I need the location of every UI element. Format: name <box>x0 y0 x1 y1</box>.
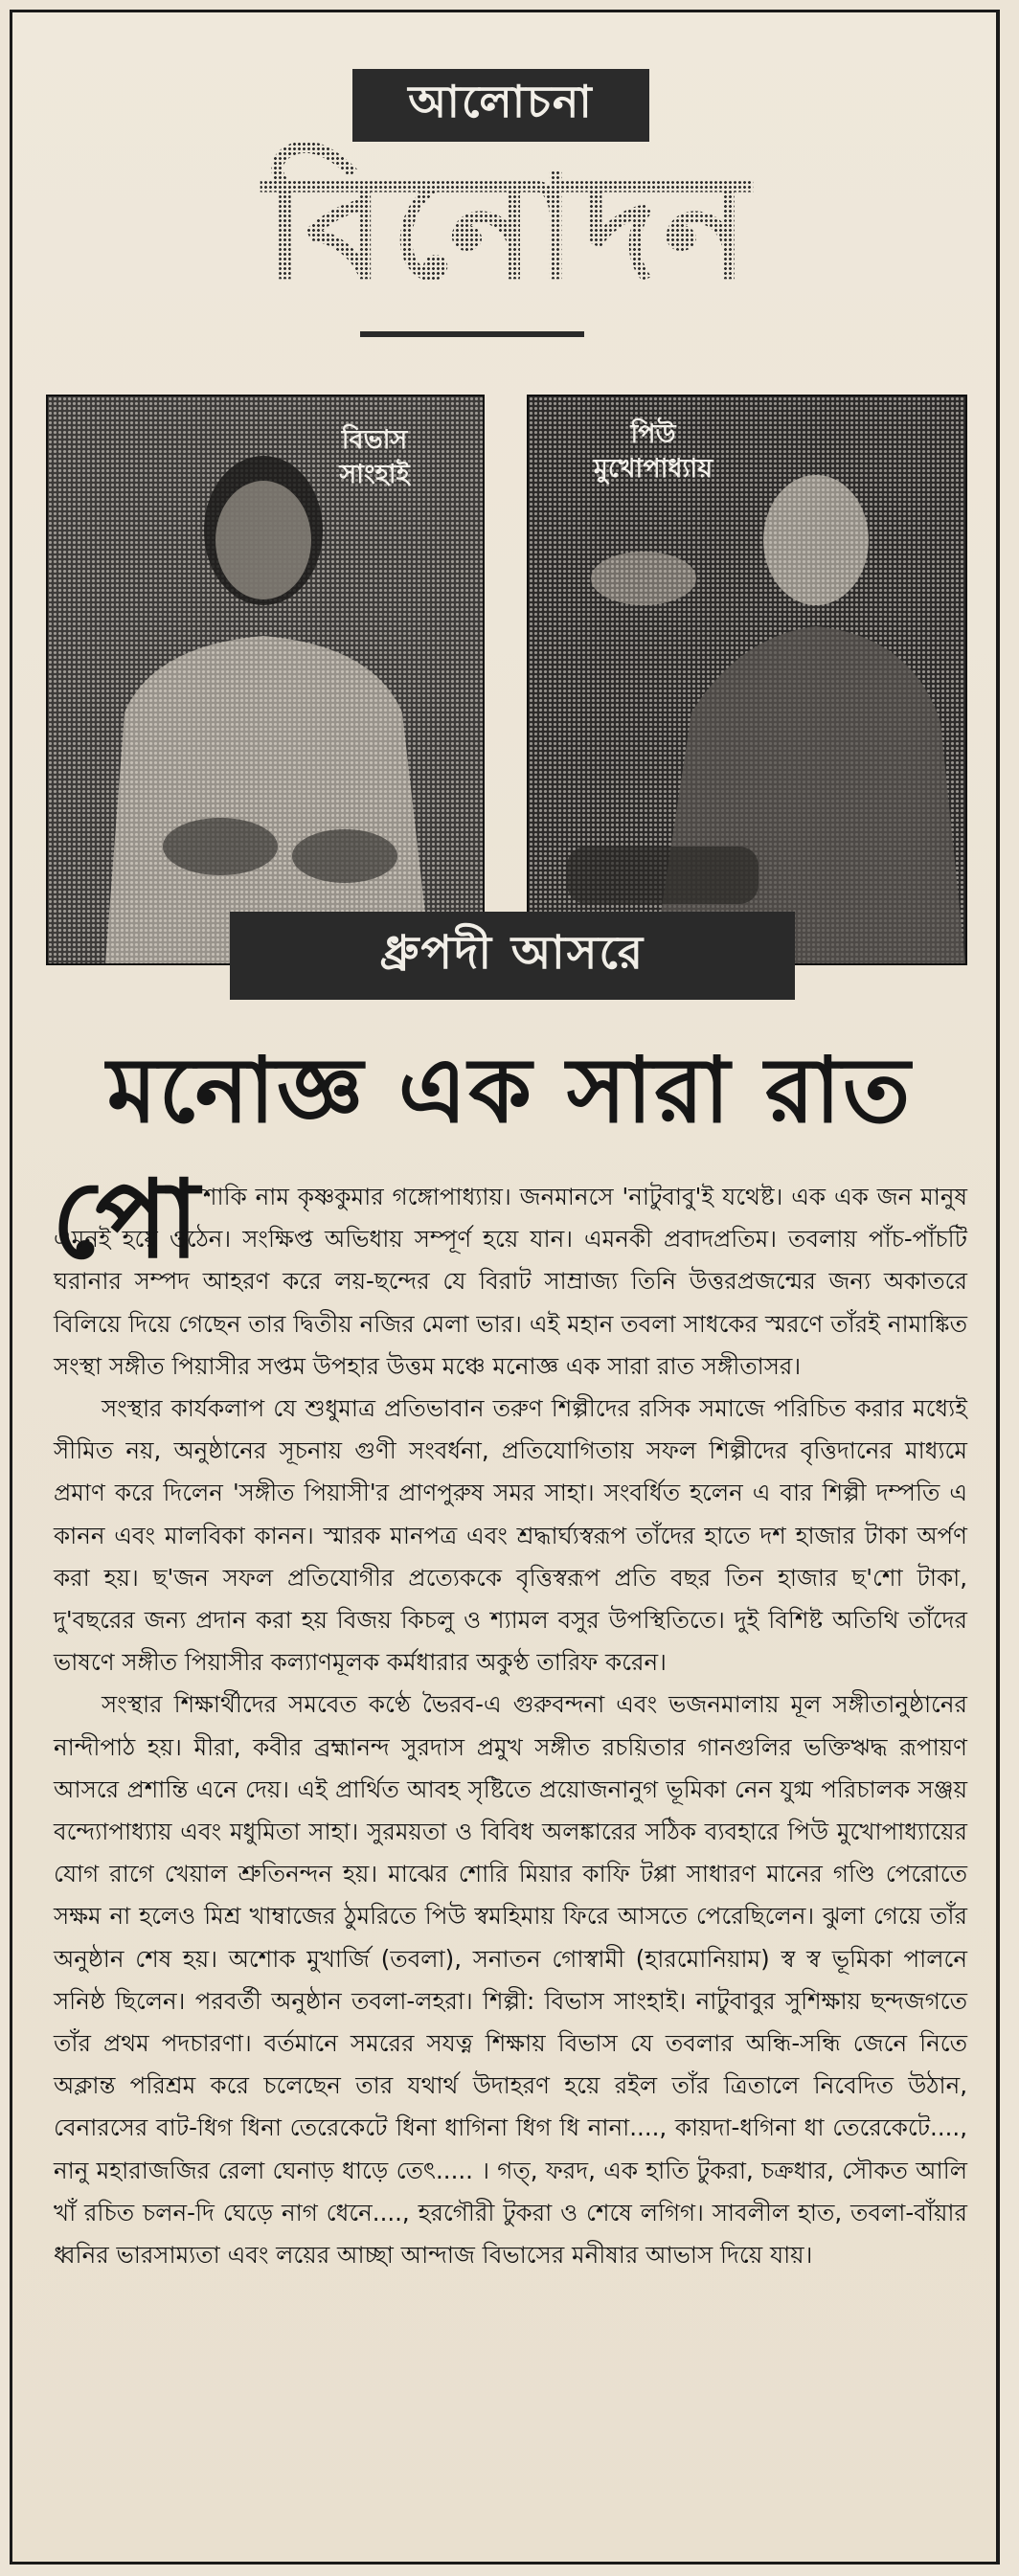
article-body <box>54 1176 967 2276</box>
caption-name-first: বিভাস <box>341 425 408 455</box>
photo-tabla-player <box>46 395 485 965</box>
photo-caption-bivas <box>293 423 456 493</box>
caption-name-last: মুখোপাধ্যায় <box>593 454 713 485</box>
caption-name-last: সাংহাই <box>339 460 410 490</box>
article-paragraph-3: সংস্থার শিক্ষার্থীদের সমবেত কণ্ঠে ভৈরব-এ গুরুবন্দনা এবং ভজনমালায় মূল সঙ্গীতানুষ্ঠানের নান্দীপাঠ হয়। মীরা, কবীর ব্রহ্মানন্দ সুরদাস প্রমুখ সঙ্গীত রচয়িতার গানগুলির ভক্তিঋদ্ধ রূপায়ণ আসরে প্রশান্তি এনে দেয়। এই প্রার্থিত আবহ সৃষ্টিতে প্রয়োজনানুগ ভূমিকা নেন যুগ্ম পরিচালক সঞ্জয় বন্দ্যোপাধ্যায় এবং মধুমিতা সাহা। সুরময়তা ও বিবিধ অলঙ্কারের সঠিক ব্যবহারে পিউ মুখোপাধ্যায়ের যোগ রাগে খেয়াল শ্রুতিনন্দন হয়। মাঝের শোরি মিয়ার কাফি টপ্পা সাধারণ মানের গণ্ডি পেরোতে সক্ষম না হলেও মিশ্র খাম্বাজের ঠুমরিতে পিউ স্বমহিমায় ফিরে আসতে পেরেছিলেন। ঝুলা গেয়ে তাঁর অনুষ্ঠান শেষ হয়। অশোক মুখার্জি (তবলা), সনাতন গোস্বামী (হারমোনিয়াম) স্ব স্ব ভূমিকা পালনে সনিষ্ঠ ছিলেন। পরবর্তী অনুষ্ঠান তবলা-লহরা। শিল্পী: বিভাস সাংহাই। নাটুবাবুর সুশিক্ষায় ছন্দজগতে তাঁর প্রথম পদচারণা। বর্তমানে সমরের সযত্ন শিক্ষায় বিভাস যে তবলার অন্ধি-সন্ধি জেনে নিতে অক্লান্ত পরিশ্রম করে চলেছেন তার যথার্থ উদাহরণ হয়ে রইল তাঁর ত্রিতালে নিবেদিত উঠান, বেনারসের বাট-ধিগ ধিনা তেরেকেটে ধিনা ধাগিনা ধিগ ধি নানা...., কায়দা-ধগিনা ধা তেরেকেটে...., নানু মহারাজজির রেলা ঘেনাড় ধাড়ে তেৎ..... । গত্, ফরদ, এক হাতি টুকরা, চক্রধার, সৌকত আলি খাঁ রচিত চলন-দি ঘেড়ে নাগ ধেনে...., হরগৌরী টুকরা ও শেষে লগিগ। সাবলীল হাত, তবলা-বাঁয়ার ধ্বনির ভারসাম্যতা এবং লয়ের আচ্ছা আন্দাজ বিভাসের মনীষার আভাস দিয়ে যায়। <box>54 1690 967 2270</box>
masthead-underline <box>360 331 584 337</box>
photo-caption-piu <box>557 418 749 487</box>
article-paragraph-1: শাকি নাম কৃষ্ণকুমার গঙ্গোপাধ্যায়। জনমানসে 'নাটুবাবু'ই যথেষ্ট। এক এক জন মানুষ এমনই হয়ে ওঠেন। সংক্ষিপ্ত অভিধায় সম্পূর্ণ হয়ে যান। এমনকী প্রবাদপ্রতিম। তবলায় পাঁচ-পাঁচটি ঘরানার সম্পদ আহরণ করে লয়-ছন্দের যে বিরাট সাম্রাজ্য তিনি উত্তরপ্রজন্মের জন্য অকাতরে বিলিয়ে দিয়ে গেছেন তার দ্বিতীয় নজির মেলা ভার। এই মহান তবলা সাধকের স্মরণে তাঁরই নামাঙ্কিত সংস্থা সঙ্গীত পিয়াসীর সপ্তম উপহার উত্তম মঞ্চে মনোজ্ঞ এক সারা রাত সঙ্গীতাসর। <box>54 1183 967 1380</box>
masthead-title: বিনোদন <box>192 142 827 314</box>
article-headline: মনোজ্ঞ এক সারা রাত <box>106 1039 913 1143</box>
photo-vocalist <box>527 395 967 965</box>
drop-cap: পো <box>52 1158 199 1282</box>
section-banner: ধ্রুপদী আসরে <box>230 912 795 1000</box>
article-paragraph-2: সংস্থার কার্যকলাপ যে শুধুমাত্র প্রতিভাবান তরুণ শিল্পীদের রসিক সমাজে পরিচিত করার মধ্যেই সীমিত নয়, অনুষ্ঠানের সূচনায় গুণী সংবর্ধনা, প্রতিযোগিতায় সফল শিল্পীদের বৃত্তিদানের মাধ্যমে প্রমাণ করে দিলেন 'সঙ্গীত পিয়াসী'র প্রাণপুরুষ সমর সাহা। সংবর্ধিত হলেন এ বার শিল্পী দম্পতি এ কানন এবং মালবিকা কানন। স্মারক মানপত্র এবং শ্রদ্ধার্ঘ্যস্বরূপ তাঁদের হাতে দশ হাজার টাকা অর্পণ করা হয়। ছ'জন সফল প্রতিযোগীর প্রত্যেককে বৃত্তিস্বরূপ প্রতি বছর তিন হাজার ছ'শো টাকা, দু'বছরের জন্য প্রদান করা হয় বিজয় কিচলু ও শ্যামল বসুর উপস্থিতিতে। দুই বিশিষ্ট অতিথি তাঁদের ভাষণে সঙ্গীত পিয়াসীর কল্যাণমূলক কর্মধারার অকুণ্ঠ তারিফ করেন। <box>54 1394 967 1677</box>
section-kicker: আলোচনা <box>352 69 649 142</box>
caption-name-first: পিউ <box>630 419 676 449</box>
